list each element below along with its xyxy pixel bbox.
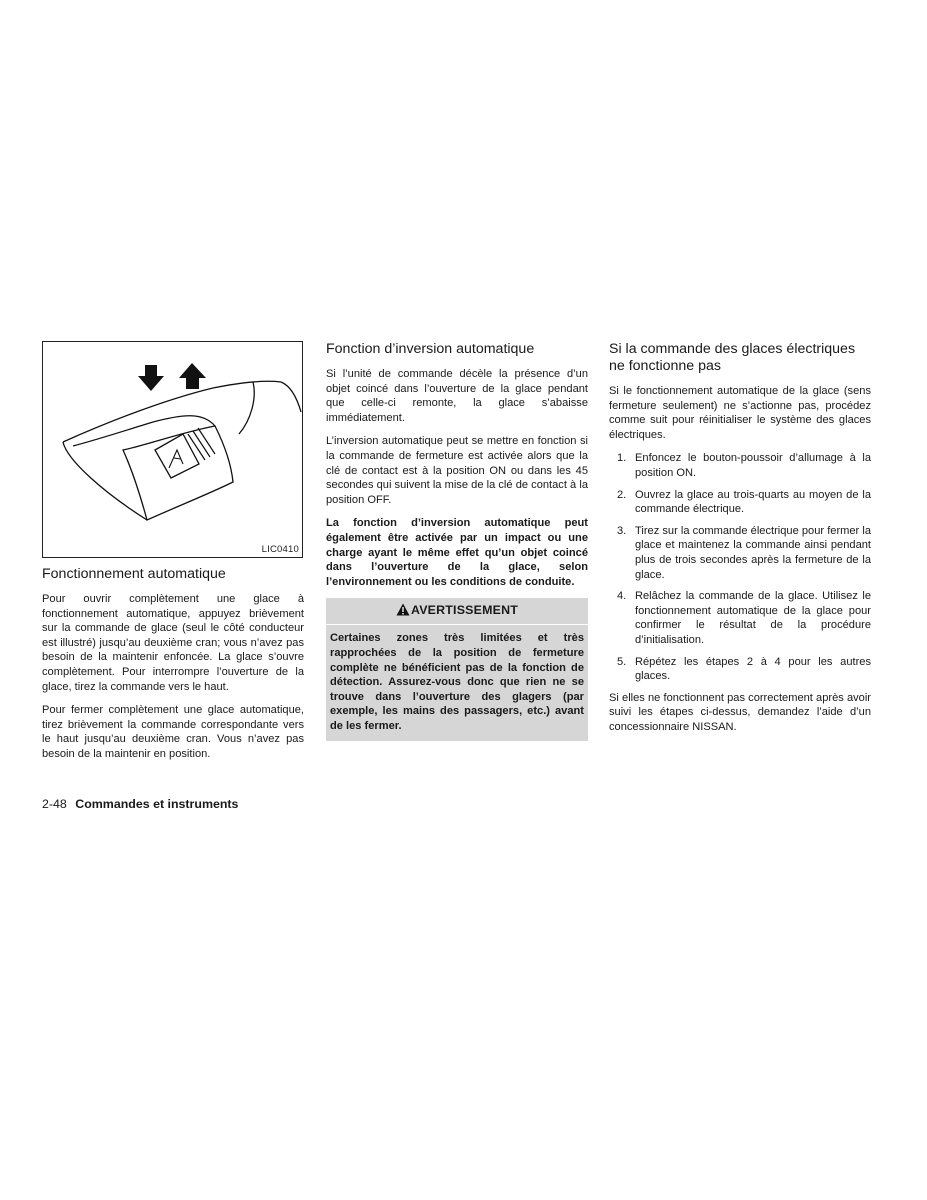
section-title: Commandes et instruments bbox=[75, 797, 239, 811]
figure-label: LIC0410 bbox=[261, 544, 299, 555]
down-arrow-icon bbox=[138, 365, 164, 391]
warning-header bbox=[326, 598, 588, 625]
list-item: 2. Ouvrez la glace au trois-quarts au moyen de la commande électrique. bbox=[617, 488, 871, 516]
paragraph: Si l’unité de commande décèle la présence d’un objet coincé dans l’ouverture de la glace pendant que celle-ci remonte, la glace s’abaisse immédiatement. bbox=[326, 368, 588, 424]
bold-paragraph: La fonction d’inversion automatique peut également être activée par un impact ou une charge ayant le même effet qu’un objet coincé dans l’ouverture de la glace, selon l’environnement ou les conditions de conduite. bbox=[326, 517, 588, 588]
warning-box bbox=[326, 598, 588, 741]
column-left bbox=[42, 341, 304, 771]
warning-title: AVERTISSEMENT bbox=[410, 603, 518, 618]
paragraph: Pour fermer complètement une glace automatique, tirez brièvement la commande correspondante vers le haut jusqu’au deuxième cran. Vous n’avez pas besoin de la maintenir en position. bbox=[42, 704, 304, 760]
paragraph: Si le fonctionnement automatique de la glace (sens fermeture seulement) ne s’actionne pas, procédez comme suit pour réinitialiser le système des glaces électriques. bbox=[609, 385, 871, 441]
paragraph: L’inversion automatique peut se mettre en fonction si la commande de fermeture est activée alors que la clé de contact est à la position ON ou dans les 45 secondes qui suivent la mise de la clé de contact à la position OFF. bbox=[326, 435, 588, 506]
list-item: 5. Répétez les étapes 2 à 4 pour les autres glaces. bbox=[617, 655, 871, 683]
list-item: 4. Relâchez la commande de la glace. Utilisez le fonctionnement automatique de la glace pour confirmer le résultat de la procédure d’initialisation. bbox=[617, 590, 871, 646]
paragraph: Pour ouvrir complètement une glace à fonctionnement automatique, appuyez brièvement sur la commande de glace (seul le côté conducteur est illustré) jusqu’au deuxième cran; vous n’avez pas besoin de la maintenir enfoncée. La glace s’ouvre complètement. Pour interrompre l’ouverture de la glace, tirez la commande vers le haut. bbox=[42, 593, 304, 693]
paragraph: Si elles ne fonctionnent pas correctement après avoir suivi les étapes ci-dessus, demandez l’aide d’un concessionnaire NISSAN. bbox=[609, 691, 871, 733]
reset-steps-list bbox=[609, 451, 871, 683]
section-heading-auto-reverse: Fonction d’inversion automatique bbox=[326, 341, 535, 357]
list-item: 3. Tirez sur la commande électrique pour fermer la glace et maintenez la commande ainsi pendant plus de trois secondes après la fermeture de la glace. bbox=[617, 524, 871, 581]
column-middle bbox=[326, 341, 588, 741]
column-right bbox=[609, 341, 871, 743]
section-heading-auto-operation: Fonctionnement automatique bbox=[42, 566, 226, 582]
page-number: 2-48 bbox=[42, 797, 67, 811]
window-switch-illustration bbox=[42, 341, 303, 558]
warning-triangle-icon bbox=[396, 603, 410, 619]
page-footer bbox=[42, 797, 238, 811]
section-heading-troubleshoot: Si la commande des glaces électriques ne fonctionne pas bbox=[609, 341, 856, 374]
up-arrow-icon bbox=[179, 363, 206, 389]
warning-text: Certaines zones très limitées et très rapprochées de la position de fermeture complète ne bénéficient pas de la fonction de détection. Assurez-vous donc que rien ne se trouve dans l’ouverture des glagers (par exemple, les mains des passagers, etc.) avant de les fermer. bbox=[330, 632, 584, 732]
window-switch-drawing bbox=[43, 342, 302, 557]
list-item: 1. Enfoncez le bouton-poussoir d’allumage à la position ON. bbox=[617, 452, 871, 479]
